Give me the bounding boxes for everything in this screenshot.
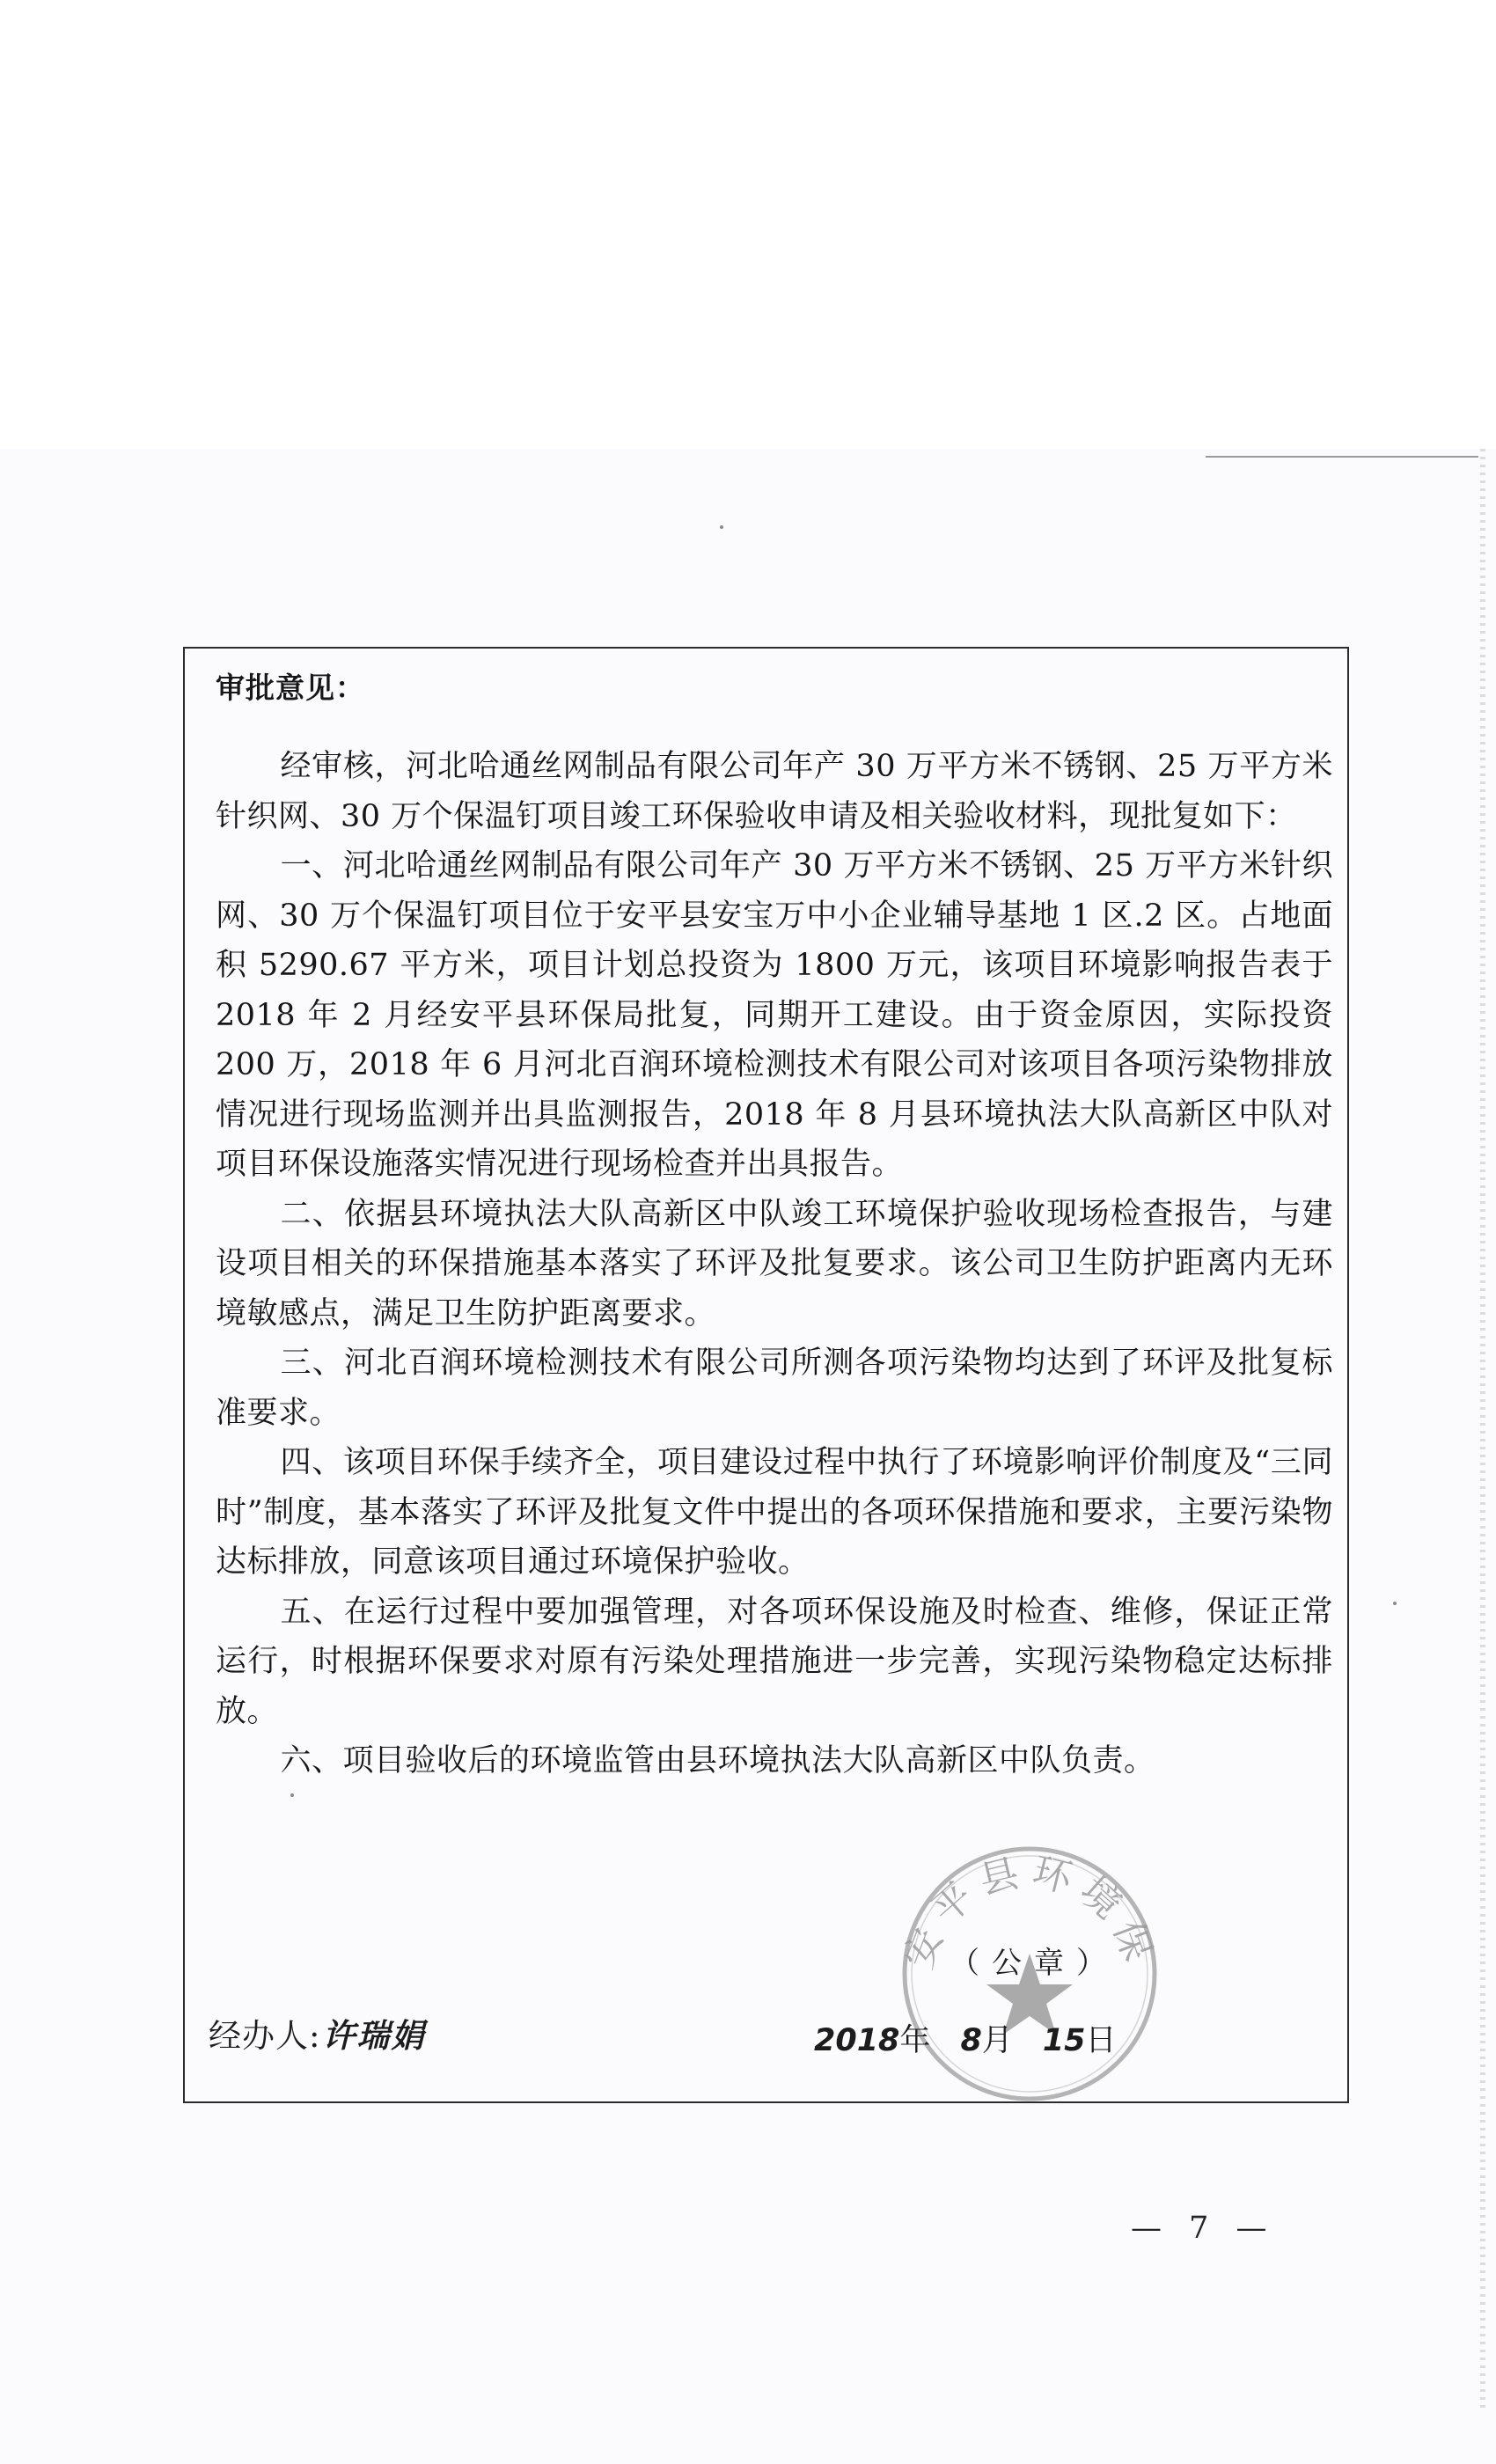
seal-ring-text: 安平县环境保 (896, 1848, 1163, 1976)
page-number: — 7 — (1131, 2211, 1276, 2246)
paragraph-item-4: 四、该项目环保手续齐全，项目建设过程中执行了环境影响评价制度及“三同时”制度，基本落实了环评及批复文件中提出的各项环保措施和要求，主要污染物达标排放，同意该项目通过环境保护验收。 (216, 1445, 1333, 1580)
scan-speck (720, 525, 723, 529)
scan-rule-line (1206, 456, 1478, 458)
date-month: 8 (960, 2023, 982, 2058)
scan-speck (1393, 1602, 1397, 1605)
paragraph-item-3: 三、河北百润环境检测技术有限公司所测各项污染物均达到了环评及批复标准要求。 (216, 1346, 1333, 1431)
approval-heading: 审批意见： (216, 671, 365, 705)
seal-label: （公章） (950, 1946, 1118, 1981)
date-day-unit: 日 (1085, 2023, 1117, 2058)
date-day: 15 (1042, 2023, 1086, 2058)
paragraph-item-1: 一、河北哈通丝网制品有限公司年产 30 万平方米不锈钢、25 万平方米针织网、30 万个保温钉项目位于安平县安宝万中小企业辅导基地 1 区.2 区。占地面积 5290.67 平方米，项目计划总投资为 1800 万元，该项目环境影响报告表于 2018 年 2 月经安平县环保局批复，同期开工建设。由于资金原因，实际投资 200 万，2018 年 6 月河北百润环境检测技术有限公司对该项目各项污染物排放情况进行现场监测并出具监测报告，2018 年 8 月县环境执法大队高新区中队对项目环保设施落实情况进行现场检查并出具报告。 (216, 848, 1333, 1182)
scan-edge-artifact (1480, 449, 1485, 2411)
handler-label: 经办人: (209, 2017, 321, 2055)
paragraph-item-2: 二、依据县环境执法大队高新区中队竣工环境保护验收现场检查报告，与建设项目相关的环保措施基本落实了环评及批复要求。该公司卫生防护距离内无环境敏感点，满足卫生防护距离要求。 (216, 1196, 1333, 1331)
paragraph-item-5: 五、在运行过程中要加强管理，对各项环保设施及时检查、维修，保证正常运行，时根据环保要求对原有污染处理措施进一步完善，实现污染物稳定达标排放。 (216, 1594, 1333, 1729)
approval-body (216, 742, 1333, 1786)
date-year-unit: 年 (899, 2023, 931, 2058)
date-year: 2018 (814, 2023, 900, 2058)
handler-signature: 许瑞娟 (322, 2016, 426, 2055)
paragraph-intro: 经审核，河北哈通丝网制品有限公司年产 30 万平方米不锈钢、25 万平方米针织网、30 万个保温钉项目竣工环保验收申请及相关验收材料，现批复如下： (216, 749, 1333, 834)
approval-date (814, 2016, 1117, 2060)
paragraph-item-6: 六、项目验收后的环境监管由县环境执法大队高新区中队负责。 (280, 1743, 1155, 1778)
date-month-unit: 月 (981, 2023, 1013, 2058)
handler-line (209, 2009, 425, 2057)
